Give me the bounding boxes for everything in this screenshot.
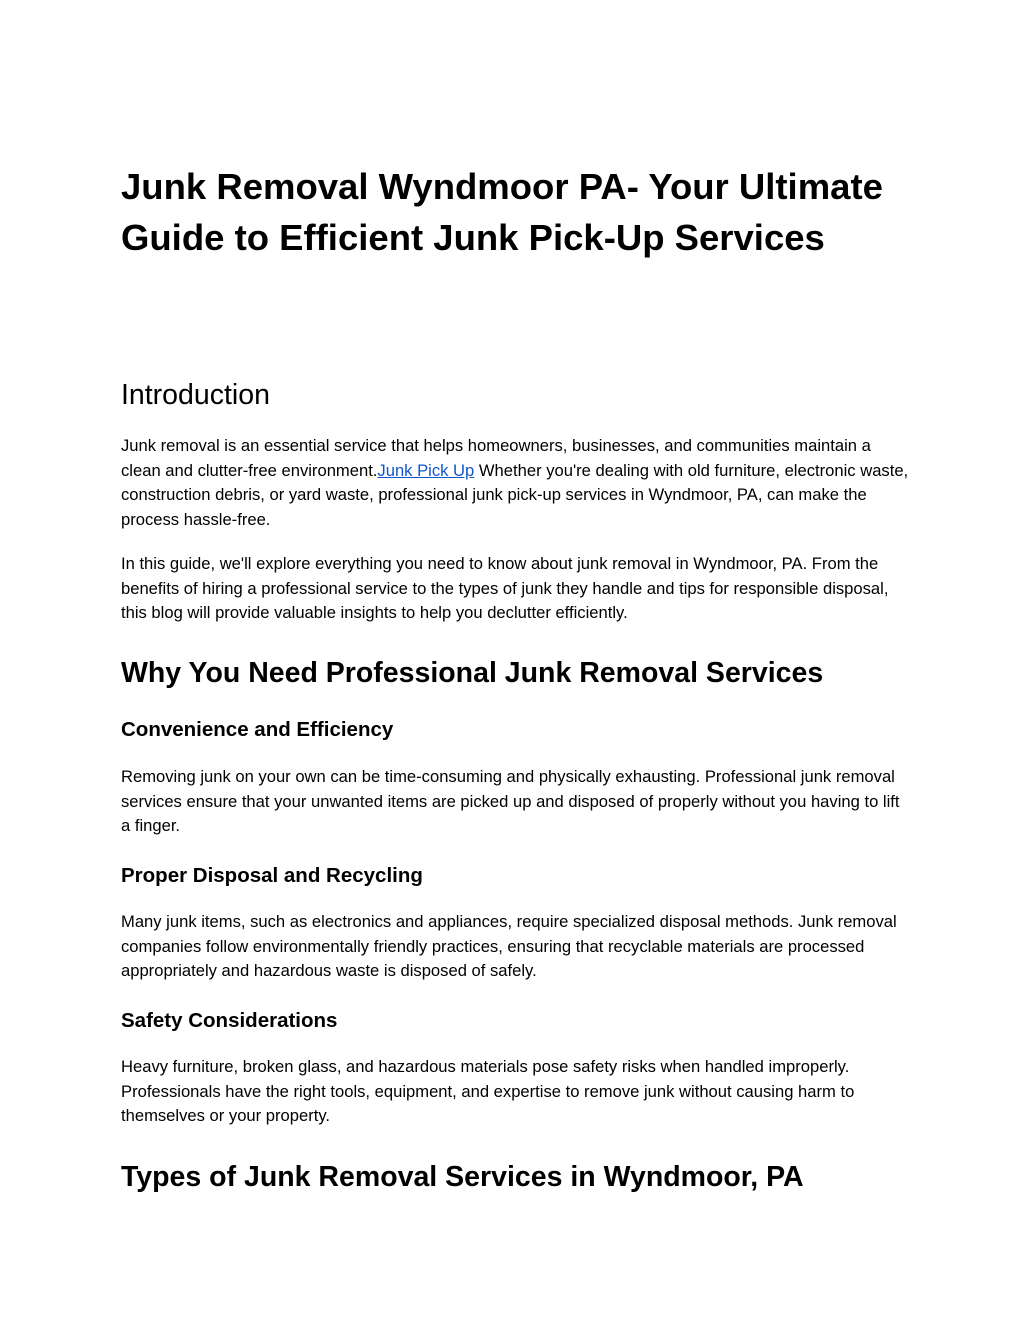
document-title: Junk Removal Wyndmoor PA- Your Ultimate Guide to Efficient Junk Pick-Up Services [121,166,883,258]
disposal-heading: Proper Disposal and Recycling [121,864,423,887]
introduction-text-after-link: Whether you're dealing with old furniture, electronic waste, construction debris, or yard waste, professional junk pick-up services in Wyndmoor, PA, can make the process hassle-free. [121,460,909,529]
convenience-heading: Convenience and Efficiency [121,718,394,741]
introduction-heading: Introduction [121,379,270,411]
introduction-text-before-link: Junk removal is an essential service that helps homeowners, businesses, and communities maintain a clean and clutter-free environment. [121,436,871,480]
convenience-paragraph: Removing junk on your own can be time-consuming and physically exhausting. Professional junk removal services ensure that your unwanted items are picked up and disposed of properly without you having to lift a finger. [121,767,900,835]
safety-heading: Safety Considerations [121,1009,338,1032]
disposal-paragraph: Many junk items, such as electronics and appliances, require specialized disposal methods. Junk removal companies follow environmentally friendly practices, ensuring that recyclable materials are processed appropriately and hazardous waste is disposed of safely. [121,912,897,980]
types-heading: Types of Junk Removal Services in Wyndmoor, PA [121,1161,804,1193]
safety-paragraph: Heavy furniture, broken glass, and hazardous materials pose safety risks when handled improperly. Professionals have the right tools, equipment, and expertise to remove junk without causing harm to themselves or your property. [121,1057,855,1125]
why-heading: Why You Need Professional Junk Removal Services [121,657,824,689]
introduction-paragraph-2: In this guide, we'll explore everything you need to know about junk removal in Wyndmoor, PA. From the benefits of hiring a professional service to the types of junk they handle and tips for responsible disposal, this blog will provide valuable insights to help you declutter efficiently. [121,554,889,622]
junk-pick-up-link[interactable]: Junk Pick Up [377,460,475,480]
introduction-paragraph-1 [121,434,911,532]
